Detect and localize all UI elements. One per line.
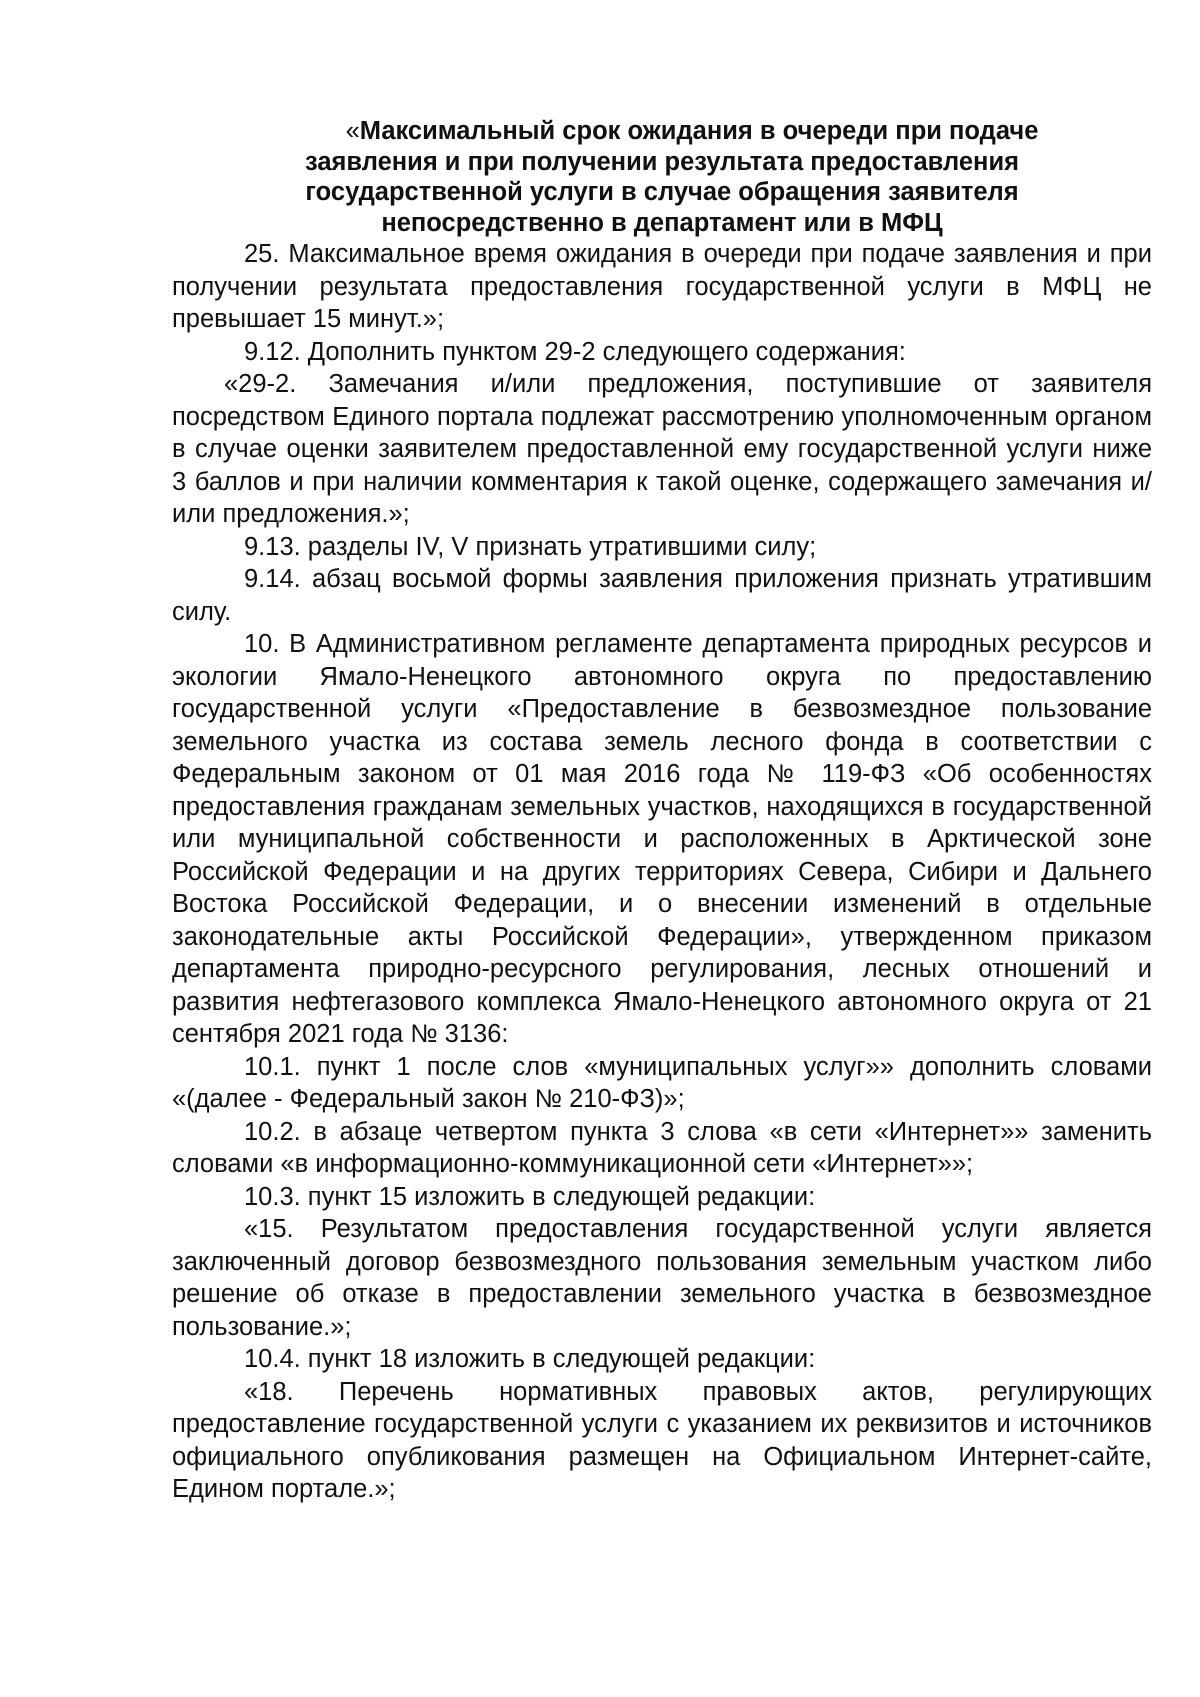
paragraph-10-2: 10.2. в абзаце четвертом пункта 3 слова «в сети «Интернет»» заменить словами «в информационно-коммуникационной сети «Интернет»»; bbox=[172, 1117, 1152, 1178]
heading-line-1-text: Максимальный срок ожидания в очереди при подаче bbox=[359, 117, 1039, 145]
paragraph-10: 10. В Административном регламенте департамента природных ресурсов и экологии Ямало-Ненецкого автономного округа по предоставлению государственной услуги «Предоставление в безвозмездное пользование земельного участка из состава земель лесного фонда в соответствии с Федеральным законом от 01 мая 2016 года № 119-ФЗ «Об особенностях предоставления гражданам земельных участков, находящихся в государственной или муниципальной собственности и расположенных в Арктической зоне Российской Федерации и на других территориях Севера, Сибири и Дальнего Востока Российской Федерации, и о внесении изменений в отдельные законодательные акты Российской Федерации», утвержденном приказом департамента природно-ресурсного регулирования, лесных отношений и развития нефтегазового комплекса Ямало-Ненецкого автономного округа от 21 сентября 2021 года № 3136: bbox=[172, 630, 1152, 1048]
heading-line-4: непосредственно в департамент или в МФЦ bbox=[381, 208, 943, 237]
paragraph-10-1: 10.1. пункт 1 после слов «муниципальных услуг»» дополнить словами «(далее - Федеральный закон № 210-ФЗ)»; bbox=[172, 1052, 1152, 1113]
document-body bbox=[172, 116, 1152, 1506]
heading-line-1 bbox=[172, 116, 1152, 147]
heading-line-2: заявления и при получении результата предоставления bbox=[304, 147, 1020, 176]
heading-open-quote: « bbox=[345, 117, 360, 145]
paragraph-9-13: 9.13. разделы IV, V признать утратившими силу; bbox=[244, 532, 817, 561]
paragraph-29-2: «29-2. Замечания и/или предложения, поступившие от заявителя посредством Единого портала подлежат рассмотрению уполномоченным органом в случае оценки заявителем предоставленной ему государственной услуги ниже 3 баллов и при наличии комментария к такой оценке, содержащего замечания и/или предложения.»; bbox=[172, 370, 1152, 528]
paragraph-15: «15. Результатом предоставления государственной услуги является заключенный договор безвозмездного пользования земельным участком либо решение об отказе в предоставлении земельного участка в безвозмездное пользование.»; bbox=[172, 1215, 1152, 1341]
paragraph-9-14: 9.14. абзац восьмой формы заявления приложения признать утратившим силу. bbox=[172, 565, 1152, 626]
paragraph-9-12: 9.12. Дополнить пунктом 29-2 следующего содержания: bbox=[244, 337, 906, 366]
paragraph-18: «18. Перечень нормативных правовых актов, регулирующих предоставление государственной услуги с указанием их реквизитов и источников официального опубликования размещен на Официальном Интернет-сайте, Едином портале.»; bbox=[172, 1377, 1152, 1503]
heading-line-3: государственной услуги в случае обращения заявителя bbox=[305, 178, 1019, 206]
section-heading bbox=[172, 116, 1152, 238]
paragraph-10-3: 10.3. пункт 15 изложить в следующей редакции: bbox=[244, 1182, 816, 1211]
paragraph-25: 25. Максимальное время ожидания в очереди при подаче заявления и при получении результата предоставления государственной услуги в МФЦ не превышает 15 минут.»; bbox=[172, 240, 1152, 333]
paragraph-10-4: 10.4. пункт 18 изложить в следующей редакции: bbox=[244, 1345, 816, 1373]
